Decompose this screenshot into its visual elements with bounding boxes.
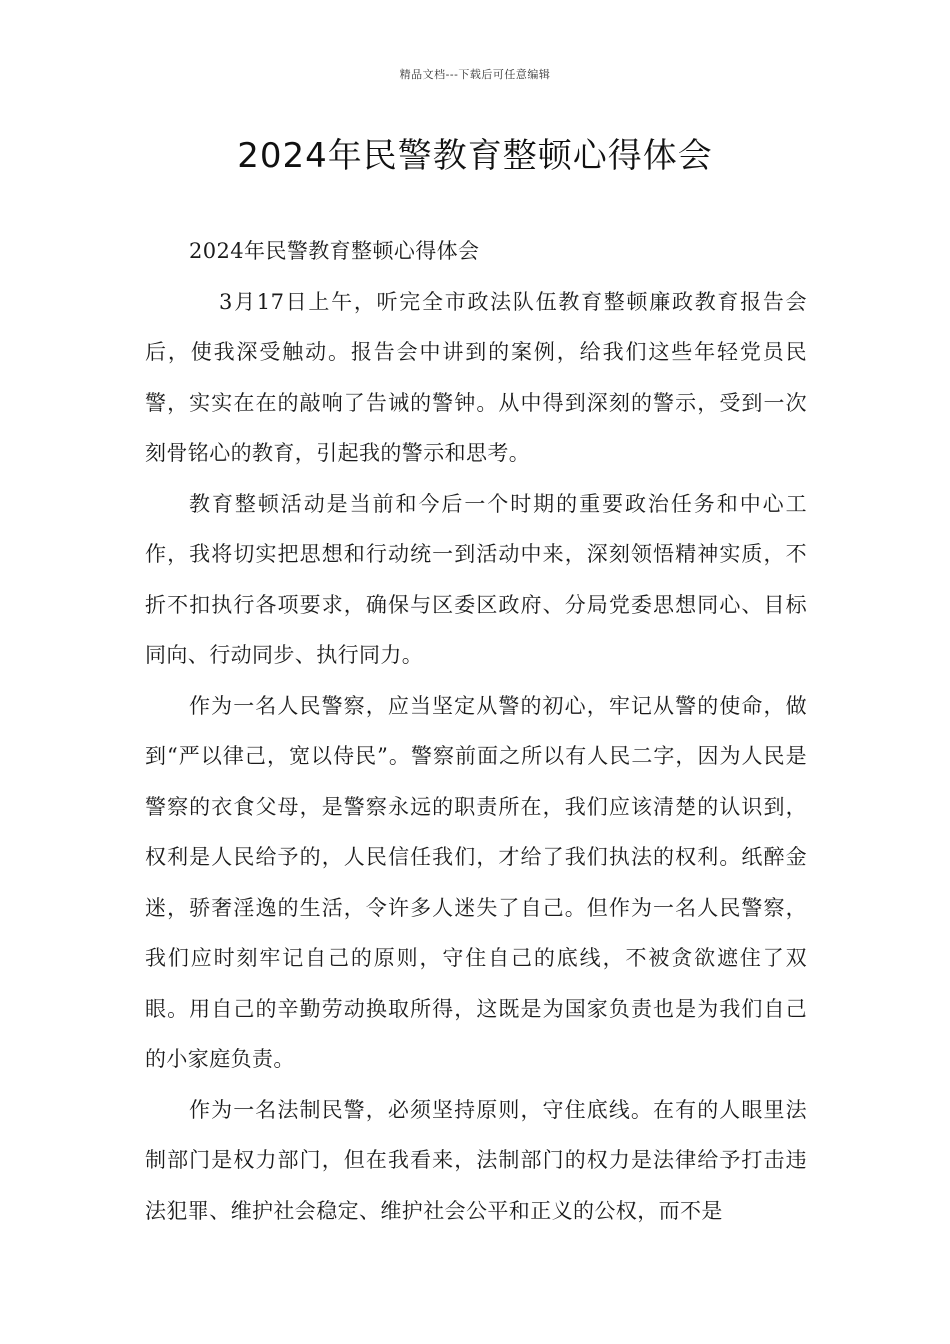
paragraph: 3月17日上午，听完全市政法队伍教育整顿廉政教育报告会后，使我深受触动。报告会中讲到的案例，给我们这些年轻党员民警，实实在在的敲响了告诫的警钟。从中得到深刻的警示，受到一次刻骨铭心的教育，引起我的警示和思考。 <box>145 289 807 465</box>
paragraph: 作为一名法制民警，必须坚持原则，守住底线。在有的人眼里法制部门是权力部门，但在我看来，法制部门的权力是法律给予打击违法犯罪、维护社会稳定、维护社会公平和正义的公权，而不是 <box>145 1097 807 1223</box>
paragraph: 教育整顿活动是当前和今后一个时期的重要政治任务和中心工作，我将切实把思想和行动统一到活动中来，深刻领悟精神实质，不折不扣执行各项要求，确保与区委区政府、分局党委思想同心、目标同向、行动同步、执行同力。 <box>145 491 807 667</box>
paragraph: 作为一名人民警察，应当坚定从警的初心，牢记从警的使命，做到“严以律己，宽以侍民”。警察前面之所以有人民二字，因为人民是警察的衣食父母，是警察永远的职责所在，我们应该清楚的认识到，权利是人民给予的，人民信任我们，才给了我们执法的权利。纸醉金迷，骄奢淫逸的生活，令许多人迷失了自己。但作为一名人民警察，我们应时刻牢记自己的原则，守住自己的底线，不被贪欲遮住了双眼。用自己的辛勤劳动换取所得，这既是为国家负责也是为我们自己的小家庭负责。 <box>145 693 807 1071</box>
paragraph-subtitle: 2024年民警教育整顿心得体会 <box>189 239 480 263</box>
document-title: 2024年民警教育整顿心得体会 <box>237 136 713 176</box>
document-body <box>145 226 807 1236</box>
header-note: 精品文档---下载后可任意编辑 <box>399 68 551 81</box>
